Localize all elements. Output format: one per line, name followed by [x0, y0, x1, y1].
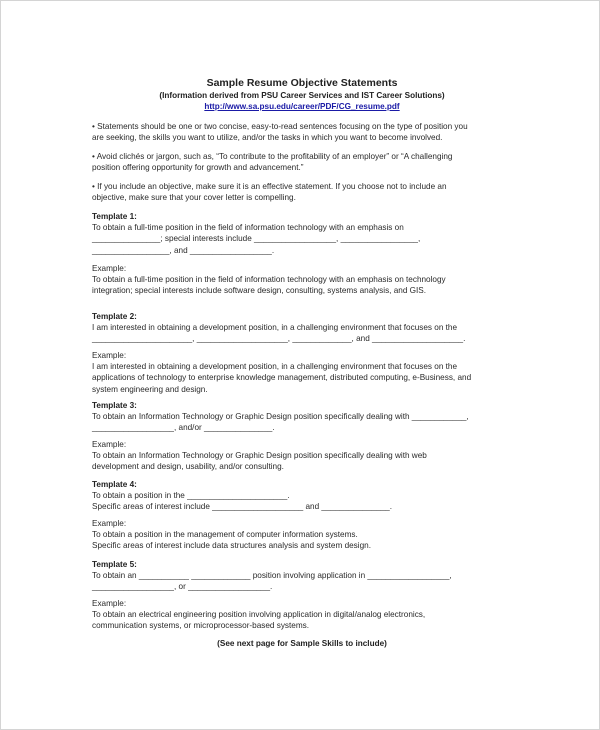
template-heading: Template 2: — [92, 312, 137, 321]
template-heading: Template 3: — [92, 401, 137, 410]
template-5 — [92, 559, 512, 593]
bullet-line: position offering opportunity for growth and advancement.” — [92, 163, 304, 173]
footer-note: (See next page for Sample Skills to include) — [217, 639, 387, 648]
source-link[interactable]: http://www.sa.psu.edu/career/PDF/CG_resume.pdf — [204, 102, 400, 111]
example-label: Example: — [92, 440, 127, 449]
document-title: Sample Resume Objective Statements — [206, 77, 398, 89]
bullet-line: • Statements should be one or two concise, easy-to-read sentences focusing on the type of position you — [92, 122, 468, 131]
example-line: I am interested in obtaining a development position, in a challenging environment that focuses on the — [92, 362, 458, 372]
example-line: system engineering and design. — [92, 384, 208, 394]
bullet-statements — [92, 121, 512, 143]
example-line: To obtain a full-time position in the field of information technology with an emphasis on technology — [92, 275, 446, 285]
example-label: Example: — [92, 351, 127, 360]
document-subtitle: (Information derived from PSU Career Services and IST Career Solutions) — [159, 91, 445, 100]
template-line: ______________________, ____________________, _____________, and ____________________. — [92, 334, 466, 344]
bullet-avoid-cliches — [92, 151, 512, 173]
example-line: applications of technology to enterprise knowledge management, distributed computing, e-Business, and — [92, 373, 472, 383]
example-label: Example: — [92, 519, 127, 528]
example-line: Specific areas of interest include data structures analysis and system design. — [92, 541, 371, 551]
template-line: __________________, or __________________. — [92, 582, 273, 592]
example-line: To obtain a position in the management of computer information systems. — [92, 530, 358, 540]
example-label: Example: — [92, 264, 127, 273]
example-line: integration; special interests include software design, consulting, systems analysis, and GIS. — [92, 286, 427, 296]
template-2 — [92, 311, 512, 345]
bullet-line: • Avoid clichés or jargon, such as, “To contribute to the profitability of an employer” or “A challenging — [92, 152, 453, 161]
template-1 — [92, 211, 512, 256]
template-line: I am interested in obtaining a development position, in a challenging environment that focuses on the — [92, 323, 458, 333]
template-line: __________________, and/or _______________. — [92, 423, 275, 433]
template-line: Specific areas of interest include ____________________ and _______________. — [92, 502, 393, 512]
example-label: Example: — [92, 599, 127, 608]
template-line: To obtain an Information Technology or Graphic Design position specifically dealing with ____________, — [92, 412, 469, 422]
bullet-line: • If you include an objective, make sure it is an effective statement. If you choose not to include an — [92, 182, 447, 191]
template-heading: Template 1: — [92, 212, 137, 221]
template-line: To obtain an ___________ _____________ position involving application in __________________, — [92, 571, 452, 581]
bullet-include-objective — [92, 181, 512, 203]
template-line: _________________, and __________________. — [92, 245, 275, 255]
template-3 — [92, 400, 512, 434]
template-line: To obtain a position in the ______________________. — [92, 491, 290, 501]
example-line: development and design, usability, and/or consulting. — [92, 462, 284, 472]
template-heading: Template 5: — [92, 560, 137, 569]
example-1 — [92, 263, 512, 297]
example-2 — [92, 350, 512, 395]
bullet-line: objective, make sure that your cover letter is compelling. — [92, 193, 296, 203]
template-4 — [92, 479, 512, 513]
example-line: To obtain an Information Technology or Graphic Design position specifically dealing with web — [92, 451, 427, 461]
example-4 — [92, 518, 512, 552]
example-3 — [92, 439, 512, 473]
template-line: To obtain a full-time position in the field of information technology with an emphasis on — [92, 223, 404, 233]
example-5 — [92, 598, 512, 632]
template-heading: Template 4: — [92, 480, 137, 489]
example-line: To obtain an electrical engineering position involving application in digital/analog electronics, — [92, 610, 426, 620]
bullet-line: are seeking, the skills you want to utilize, and/or the tasks in which you want to become involved. — [92, 133, 443, 143]
example-line: communication systems, or microprocessor-based systems. — [92, 621, 310, 631]
template-line: _______________; special interests include __________________, _________________, — [92, 234, 421, 244]
